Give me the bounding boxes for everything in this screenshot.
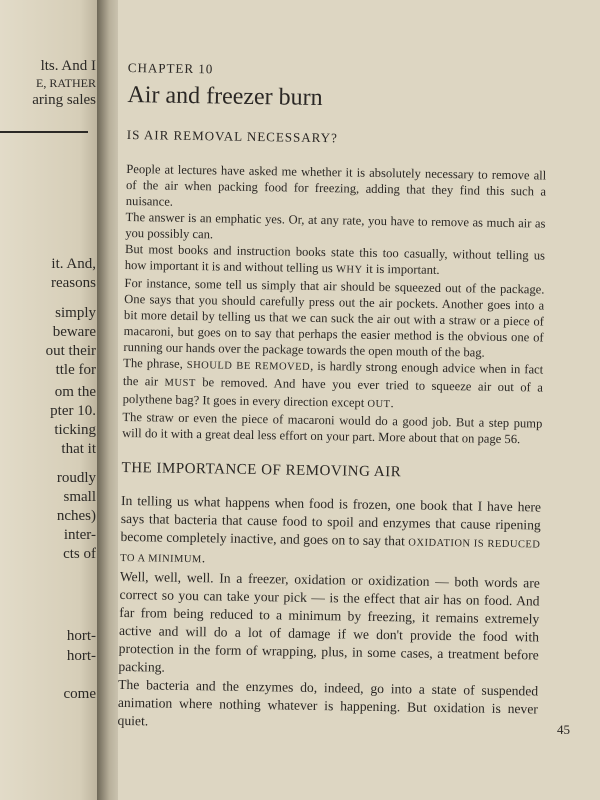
chapter-label: CHAPTER 10 [127,60,214,77]
left-page-line: that it [61,441,96,457]
text-run: , is hardly strong enough advice when in fact the air [122,358,544,389]
left-page-line: E, RATHER [36,76,96,90]
section-importance [117,460,541,737]
section-heading: THE IMPORTANCE OF REMOVING AIR [121,459,402,481]
section-heading: IS AIR REMOVAL NECESSARY? [126,126,338,146]
page-number: 45 [557,722,570,737]
left-page-line: beware [52,324,96,340]
left-page-line: nches) [56,508,96,524]
paragraph: People at lectures have asked me whether it is absolutely necessary to remove all of the air when packing food for freezing, adding that they find this such a nuisance. [125,161,547,209]
left-page-line: roudly [56,470,96,486]
left-page [0,0,100,800]
text-run: In telling us what happens when food is frozen, one book that I have here says that bacteria that cause food to spoil and enzymes that cause ripening become completely inactive, and goes on to say that [120,492,542,549]
emphasis-text: MUST [164,377,196,390]
paragraph [123,355,544,416]
paragraph: The bacteria and the enzymes do, indeed, go into a state of suspended animation where nothing whatever is happening. But oxidation is never quiet. [117,676,539,729]
emphasis-text: OXIDATION IS REDUCED TO A MINIMUM [120,537,541,566]
left-page-line: hort- [66,628,96,644]
left-page-line: om the [54,384,96,400]
left-page-line: small [63,489,96,505]
text-run: But most books and instruction books state this too casually, without telling us how important it is and without telling us [124,241,546,276]
paragraph: The answer is an emphatic yes. Or, at any rate, you have to remove as much air as you possibly can. [125,209,546,242]
text-run: . [201,550,206,566]
emphasis-text: SHOULD BE REMOVED [186,359,311,373]
paragraph [120,492,541,575]
text-run: be removed. And have you ever tried to squeeze air out of a polythene bag? It goes in every direction except [122,375,544,410]
paragraph: For instance, some tell us simply that air should be squeezed out of the package. One says that you should carefully press out the air pockets. Another goes into a bit more detail by telling us that we can suck the air out with a straw or a piece of macaroni, but goes on to say that perhaps the easier method is the obvious one of running our hands over the package towards the open mouth of the bag. [123,275,545,360]
left-page-rule [0,131,88,133]
paragraph: Well, well, well. In a freezer, oxidation or oxidization — both words are correct so you can take your pick — is the effect that air has on food. And far from being reduced to a minimum by freezing, it remains extremely active and will do a lot of damage if we don't provide the food with protection in the form of wrapping, plus, in some cases, a treatment before packing. [118,568,540,675]
left-page-line: out their [45,343,96,359]
left-page-line: ttle for [55,362,96,378]
emphasis-text: OUT [367,398,391,411]
left-page-line: come [63,686,96,702]
chapter-title: Air and freezer burn [127,81,323,112]
left-page-line: inter- [63,527,96,543]
left-page-line: it. And, [51,256,96,272]
left-page-line: aring sales [32,92,96,108]
left-page-line: simply [55,305,96,321]
emphasis-text: WHY [335,264,363,276]
right-page [118,0,600,800]
left-page-line: cts of [63,546,96,562]
left-page-line: ticking [54,422,96,438]
left-page-line: hort- [66,648,96,664]
paragraph: The straw or even the piece of macaroni would do a good job. But a step pump will do it with a great deal less effort on your part. More about that on page 56. [122,409,543,447]
text-run: The phrase, [123,355,187,371]
left-page-line: lts. And I [40,58,96,74]
text-run: . [390,396,394,411]
left-page-line: reasons [51,275,96,291]
left-page-line: pter 10. [50,403,96,419]
page-text-block [117,60,547,737]
text-run: it is important. [362,261,440,277]
